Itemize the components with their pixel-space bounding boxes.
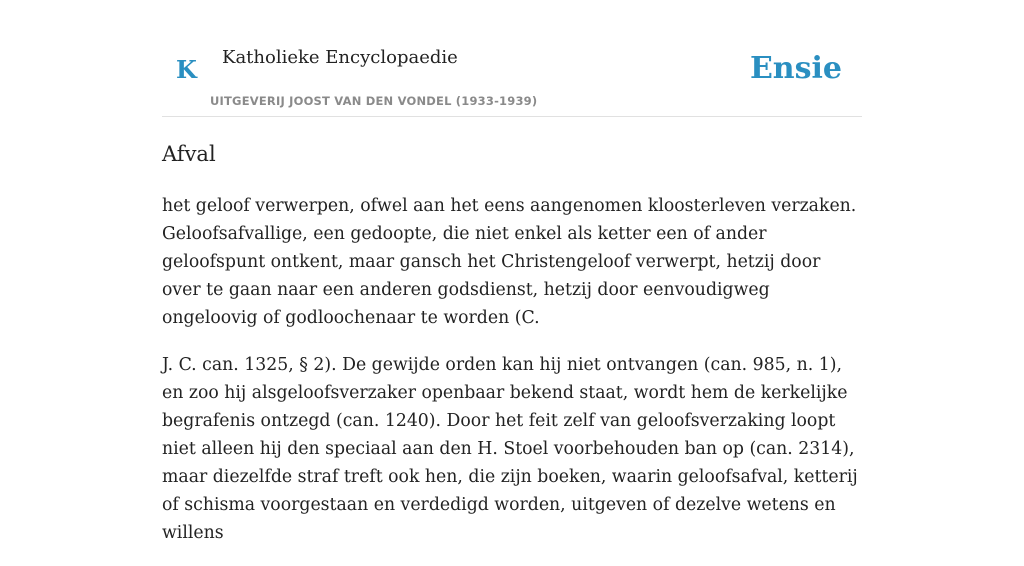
publication-title[interactable]: Katholieke Encyclopaedie xyxy=(222,47,458,68)
brand-logo-link[interactable]: Ensie xyxy=(749,51,842,86)
article-paragraph: het geloof verwerpen, ofwel aan het eens aangenomen kloosterleven verzaken. Geloofsafvallige, een gedoopte, die niet enkel als ketter een of ander geloofspunt ontkent, maar gansch het Christengeloof verwerpt, hetzij door over te gaan naar een anderen godsdienst, hetzij door eenvoudigweg ongeloovig of godloochenaar te worden (C. xyxy=(162,196,857,328)
site-header xyxy=(162,0,862,117)
article-title: Afval xyxy=(162,142,216,166)
publication-logo-icon[interactable]: K xyxy=(176,55,197,84)
publisher-label: UITGEVERIJ JOOST VAN DEN VONDEL (1933-1939) xyxy=(210,94,538,108)
article-paragraph: J. C. can. 1325, § 2). De gewijde orden kan hij niet ontvangen (can. 985, n. 1), en zoo hij alsgeloofsverzaker openbaar bekend staat, wordt hem de kerkelijke begrafenis ontzegd (can. 1240). Door het feit zelf van geloofsverzaking loopt niet alleen hij den speciaal aan den H. Stoel voorbehouden ban op (can. 2314), maar diezelfde straf treft ook hen, die zijn boeken, waarin geloofsafval, ketterij of schisma voorgestaan en verdedigd worden, uitgeven of dezelve wetens en willens xyxy=(162,355,858,543)
article-body xyxy=(162,192,862,566)
